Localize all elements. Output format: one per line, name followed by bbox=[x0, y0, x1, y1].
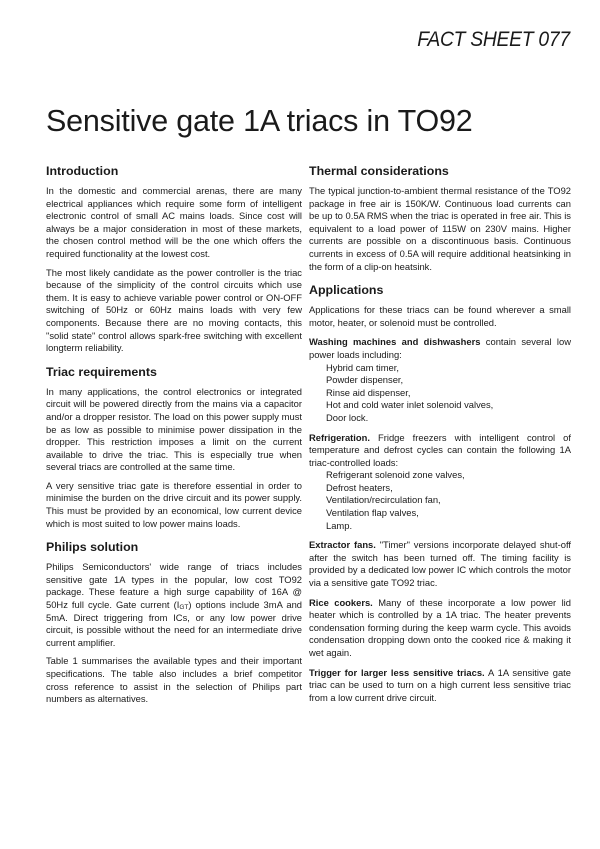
refrigeration-paragraph bbox=[309, 432, 571, 470]
refrigeration-list bbox=[309, 469, 571, 532]
extractor-fans-lead: Extractor fans. bbox=[309, 539, 376, 551]
list-item: Ventilation/recirculation fan, bbox=[326, 494, 441, 506]
washing-text: contain several low power loads including: bbox=[309, 336, 571, 360]
heading-applications: Applications bbox=[309, 283, 384, 298]
page-title: Sensitive gate 1A triacs in TO92 bbox=[46, 104, 473, 138]
list-item: Hybrid cam timer, bbox=[326, 361, 399, 373]
philips-paragraph-1 bbox=[46, 561, 302, 649]
extractor-fans-text: "Timer" versions incorporate delayed shut-off after the switch has been turned off. The timing facility is provided by a dedicated low power IC which controls the motor via a sensitive gate TO92 triac. bbox=[309, 539, 571, 589]
extractor-fans-paragraph bbox=[309, 539, 571, 589]
philips-text-a: Philips Semiconductors' wide range of triacs includes sensitive gate 1A types in the popular, low cost TO92 package. These feature a high surge capability of 16A @ 50Hz full cycle. Gate current (I bbox=[46, 561, 302, 611]
gate-current-subscript: GT bbox=[179, 604, 189, 612]
washing-list bbox=[309, 362, 571, 425]
heading-triac-requirements: Triac requirements bbox=[46, 364, 157, 379]
rice-cookers-text: Many of these incorporate a low power lid heater which is controlled by a 1A triac. The heater prevents condensation forming during the keep warm cycle. This avoids condensation dropping down onto the cooked rice & making it wet again. bbox=[309, 596, 571, 658]
list-item: Rinse aid dispenser, bbox=[326, 386, 411, 398]
trigger-text: A 1A sensitive gate triac can be used to turn on a high current less sensitive triac from a low current drive circuit. bbox=[309, 666, 571, 703]
rice-cookers-lead: Rice cookers. bbox=[309, 596, 373, 608]
triac-paragraph-2: A very sensitive triac gate is therefore essential in order to minimise the burden on the drive circuit and its power supply. This must be provided by an economical, low current device which is most suited to low power mains loads. bbox=[46, 479, 302, 529]
washing-lead: Washing machines and dishwashers bbox=[309, 336, 481, 348]
rice-cookers-paragraph bbox=[309, 597, 571, 660]
refrigeration-lead: Refrigeration. bbox=[309, 431, 370, 443]
trigger-paragraph bbox=[309, 667, 571, 705]
list-item: Hot and cold water inlet solenoid valves, bbox=[326, 399, 494, 411]
list-item: Ventilation flap valves, bbox=[326, 507, 419, 519]
list-item: Defrost heaters, bbox=[326, 481, 393, 493]
triac-paragraph-1: In many applications, the control electronics or integrated circuit will be powered directly from the mains via a capacitor and/or a dropper resistor. The load on this power supply must be as low as possible to minimise power dissipation in the dropper. This restriction imposes a limit on the current available to drive the triac. This is especially true when several triacs are controlled at the same time. bbox=[46, 385, 302, 473]
list-item: Powder dispenser, bbox=[326, 374, 404, 386]
refrigeration-text: Fridge freezers with intelligent control of temperature and defrost cycles can contain the following 1A triac-controlled loads: bbox=[309, 431, 571, 468]
thermal-paragraph: The typical junction-to-ambient thermal resistance of the TO92 package in free air is 150K/W. Continuous load currents can be up to 0.5A RMS when the triac is operated in free air. This is equivalent to a load power of 115W on 230V mains. Higher currents are possible on a discontinuous basis. Continuous currents in excess of 0.5A will require additional heatsinking in the form of a clip-on heatsink. bbox=[309, 185, 571, 272]
list-item: Door lock. bbox=[326, 411, 369, 423]
list-item: Lamp. bbox=[326, 519, 353, 531]
philips-text-b: ) options include 3mA and 5mA. Direct triggering from ICs, or any low power drive circuit, is possible without the need for an intermediate drive current amplifier. bbox=[46, 599, 302, 648]
intro-paragraph-2: The most likely candidate as the power controller is the triac because of the simplicity of the control circuits which use them. It is easy to achieve variable power control or ON-OFF switching of 50Hz or 60Hz mains loads with very few components. Because there are no moving contacts, this "solid state" control allows spark-free switching with excellent longterm reliability. bbox=[46, 266, 302, 354]
philips-paragraph-2: Table 1 summarises the available types and their important specifications. The table also includes a brief competitor cross reference to assist in the selection of Philips part numbers as alternatives. bbox=[46, 655, 302, 705]
heading-introduction: Introduction bbox=[46, 164, 119, 178]
right-column bbox=[309, 164, 571, 711]
list-item: Refrigerant solenoid zone valves, bbox=[326, 469, 465, 481]
heading-thermal-considerations: Thermal considerations bbox=[309, 164, 449, 178]
applications-paragraph: Applications for these triacs can be found wherever a small motor, heater, or solenoid must be controlled. bbox=[309, 304, 571, 328]
fact-sheet-number: FACT SHEET 077 bbox=[417, 28, 570, 51]
trigger-lead: Trigger for larger less sensitive triacs. bbox=[309, 666, 485, 678]
intro-paragraph-1: In the domestic and commercial arenas, there are many electrical appliances which require some form of intelligent electronic control of small AC mains loads. Since cost will always be a major consideration in most of these markets, the chosen control method will be the one which offers the required functionality at the lowest cost. bbox=[46, 185, 302, 259]
washing-paragraph bbox=[309, 336, 571, 361]
heading-philips-solution: Philips solution bbox=[46, 540, 139, 555]
left-column bbox=[46, 164, 302, 712]
